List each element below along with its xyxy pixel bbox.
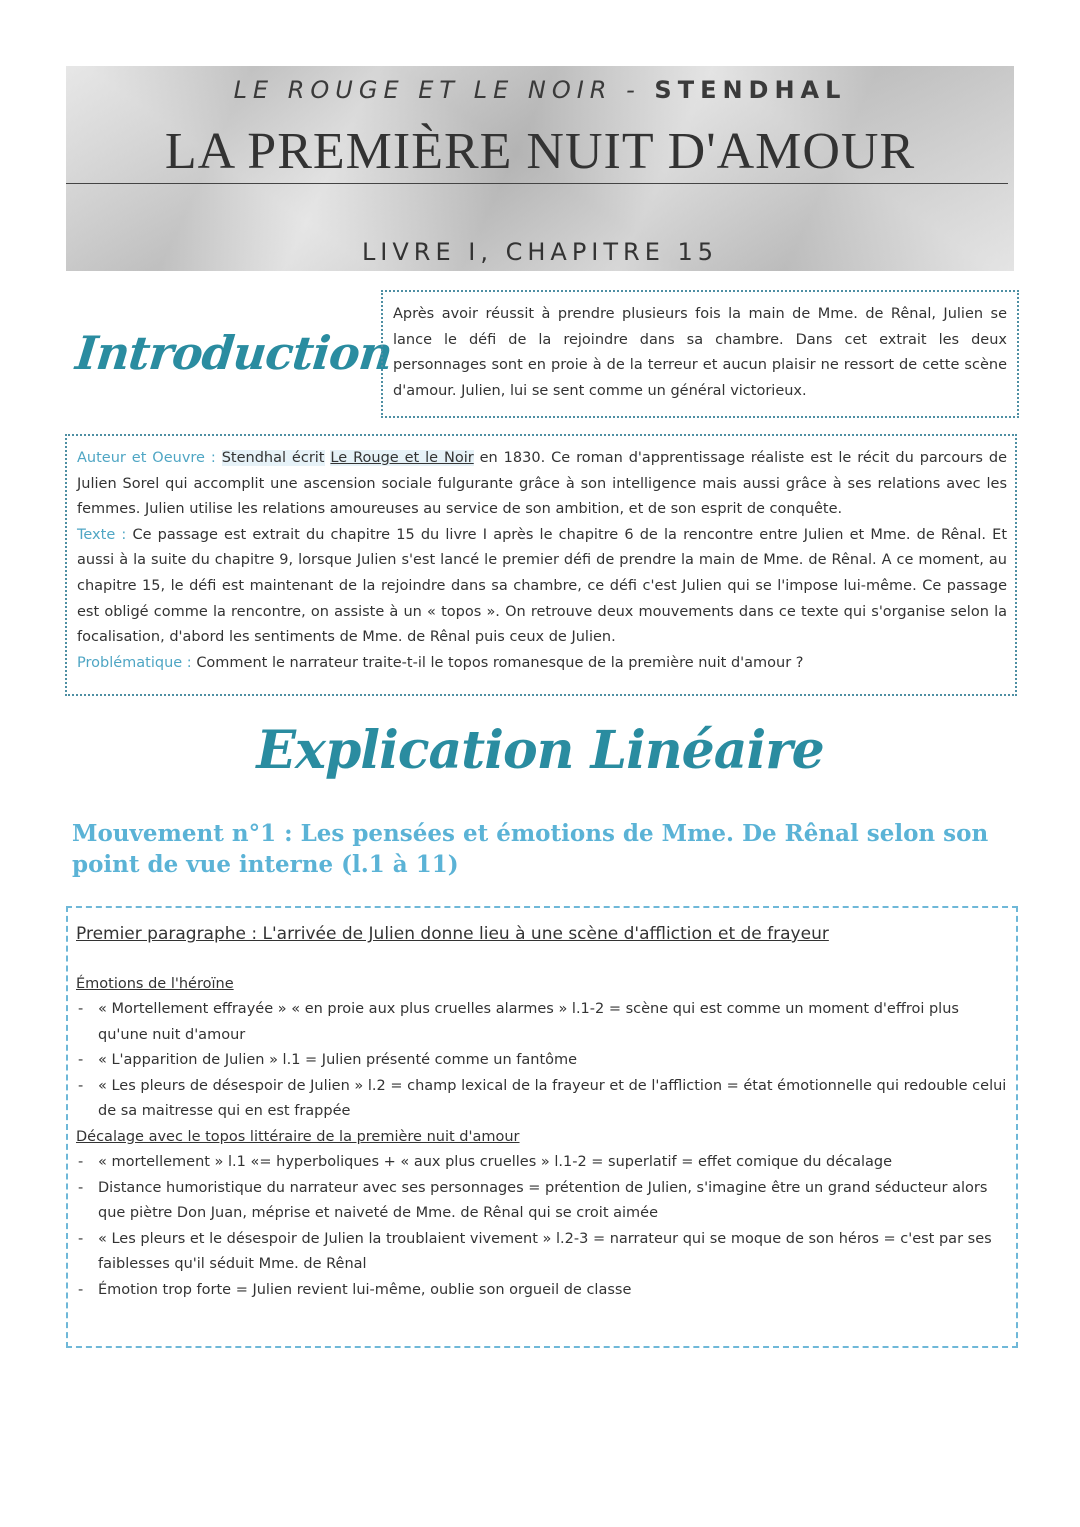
title-banner (66, 66, 1014, 271)
problem-body: Comment le narrateur traite-t-il le topos romanesque de la première nuit d'amour ? (196, 654, 804, 671)
gap-list (76, 1150, 1008, 1303)
emotions-list (76, 997, 1008, 1125)
author-text-2: en 1830. (479, 450, 546, 466)
introduction-heading: Introduction (73, 326, 395, 380)
paragraph-heading: Premier paragraphe : L'arrivée de Julien donne lieu à une scène d'affliction et de frayeur (76, 924, 829, 944)
analysis-box (66, 906, 1018, 1348)
author-label: Auteur et Oeuvre : (77, 450, 216, 466)
list-item: - « mortellement » l.1 «= hyperboliques + « aux plus cruelles » l.1-2 = superlatif = effet comique du décalage (76, 1150, 1008, 1176)
title-divider (66, 183, 1008, 184)
movement-title: Mouvement n°1 : Les pensées et émotions de Mme. De Rênal selon son point de vue interne (l.1 à 11) (72, 820, 989, 878)
text-label: Texte : (77, 526, 127, 543)
explication-heading: Explication Linéaire (256, 720, 824, 781)
gap-heading: Décalage avec le topos littéraire de la première nuit d'amour (76, 1128, 520, 1145)
introduction-summary-box (381, 290, 1019, 418)
list-item: - « Les pleurs de désespoir de Julien » l.2 = champ lexical de la frayeur et de l'affliction = état émotionnelle qui redouble celui de sa maitresse qui en est frappée (76, 1074, 1008, 1125)
introduction-summary: Après avoir réussit à prendre plusieurs fois la main de Mme. de Rênal, Julien se lance le défi de la rejoindre dans sa chambre. Dans cet extrait les deux personnages sont en proie à de la terreur et aucun plaisir ne ressort de cette scène d'amour. Julien, lui se sent comme un général victorieux. (393, 306, 1007, 399)
list-item: - « Les pleurs et le désespoir de Julien la troublaient vivement » l.2-3 = narrateur qui se moque de son héros = c'est par ses faiblesses qu'il séduit Mme. de Rênal (76, 1227, 1008, 1278)
context-box (65, 434, 1017, 696)
page-title: LA PREMIÈRE NUIT D'AMOUR (164, 123, 916, 180)
list-item: - « L'apparition de Julien » l.1 = Julien présenté comme un fantôme (76, 1048, 1008, 1074)
text-body: Ce passage est extrait du chapitre 15 du livre I après le chapitre 6 de la rencontre entre Julien et Mme. de Rênal. Et aussi à la suite du chapitre 9, lorsque Julien s'est lancé le premier défi de prendre la main de Mme. de Rênal. A ce moment, au chapitre 15, le défi est maintenant de la rejoindre dans sa chambre, ce défi c'est Julien qui se l'impose lui-même. Ce passage est obligé comme la rencontre, on assiste à un « topos ». On retrouve deux mouvements dans ce texte qui s'organise selon la focalisation, d'abord les sentiments de Mme. de Rênal puis ceux de Julien. (77, 526, 1008, 646)
list-item: - Émotion trop forte = Julien revient lui-même, oublie son orgueil de classe (76, 1278, 1008, 1304)
work-title: Le Rouge et le Noir (330, 450, 474, 466)
list-item: - « Mortellement effrayée » « en proie aux plus cruelles alarmes » l.1-2 = scène qui est comme un moment d'effroi plus qu'une nuit d'amour (76, 997, 1008, 1048)
emotions-heading: Émotions de l'héroïne (76, 975, 234, 992)
list-item: - Distance humoristique du narrateur avec ses personnages = prétention de Julien, s'imagine être un grand séducteur alors que piètre Don Juan, méprise et naiveté de Mme. de Rênal qui se croit aimée (76, 1176, 1008, 1227)
problem-label: Problématique : (77, 654, 192, 671)
author-text-1: Stendhal écrit (221, 450, 325, 466)
banner-subtitle: LE ROUGE ET LE NOIR - STENDHAL (233, 76, 847, 104)
author-text-3: Ce roman d'apprentissage réaliste est le récit du parcours de Julien Sorel qui accomplit une ascension sociale fulgurante grâce à son intelligence mais aussi grâce à ses relations avec les femmes. Julien utilise les relations amoureuses au service de son ambition, et de son esprit de conquête. (77, 450, 1008, 518)
chapter-label: LIVRE I, CHAPITRE 15 (361, 238, 719, 266)
